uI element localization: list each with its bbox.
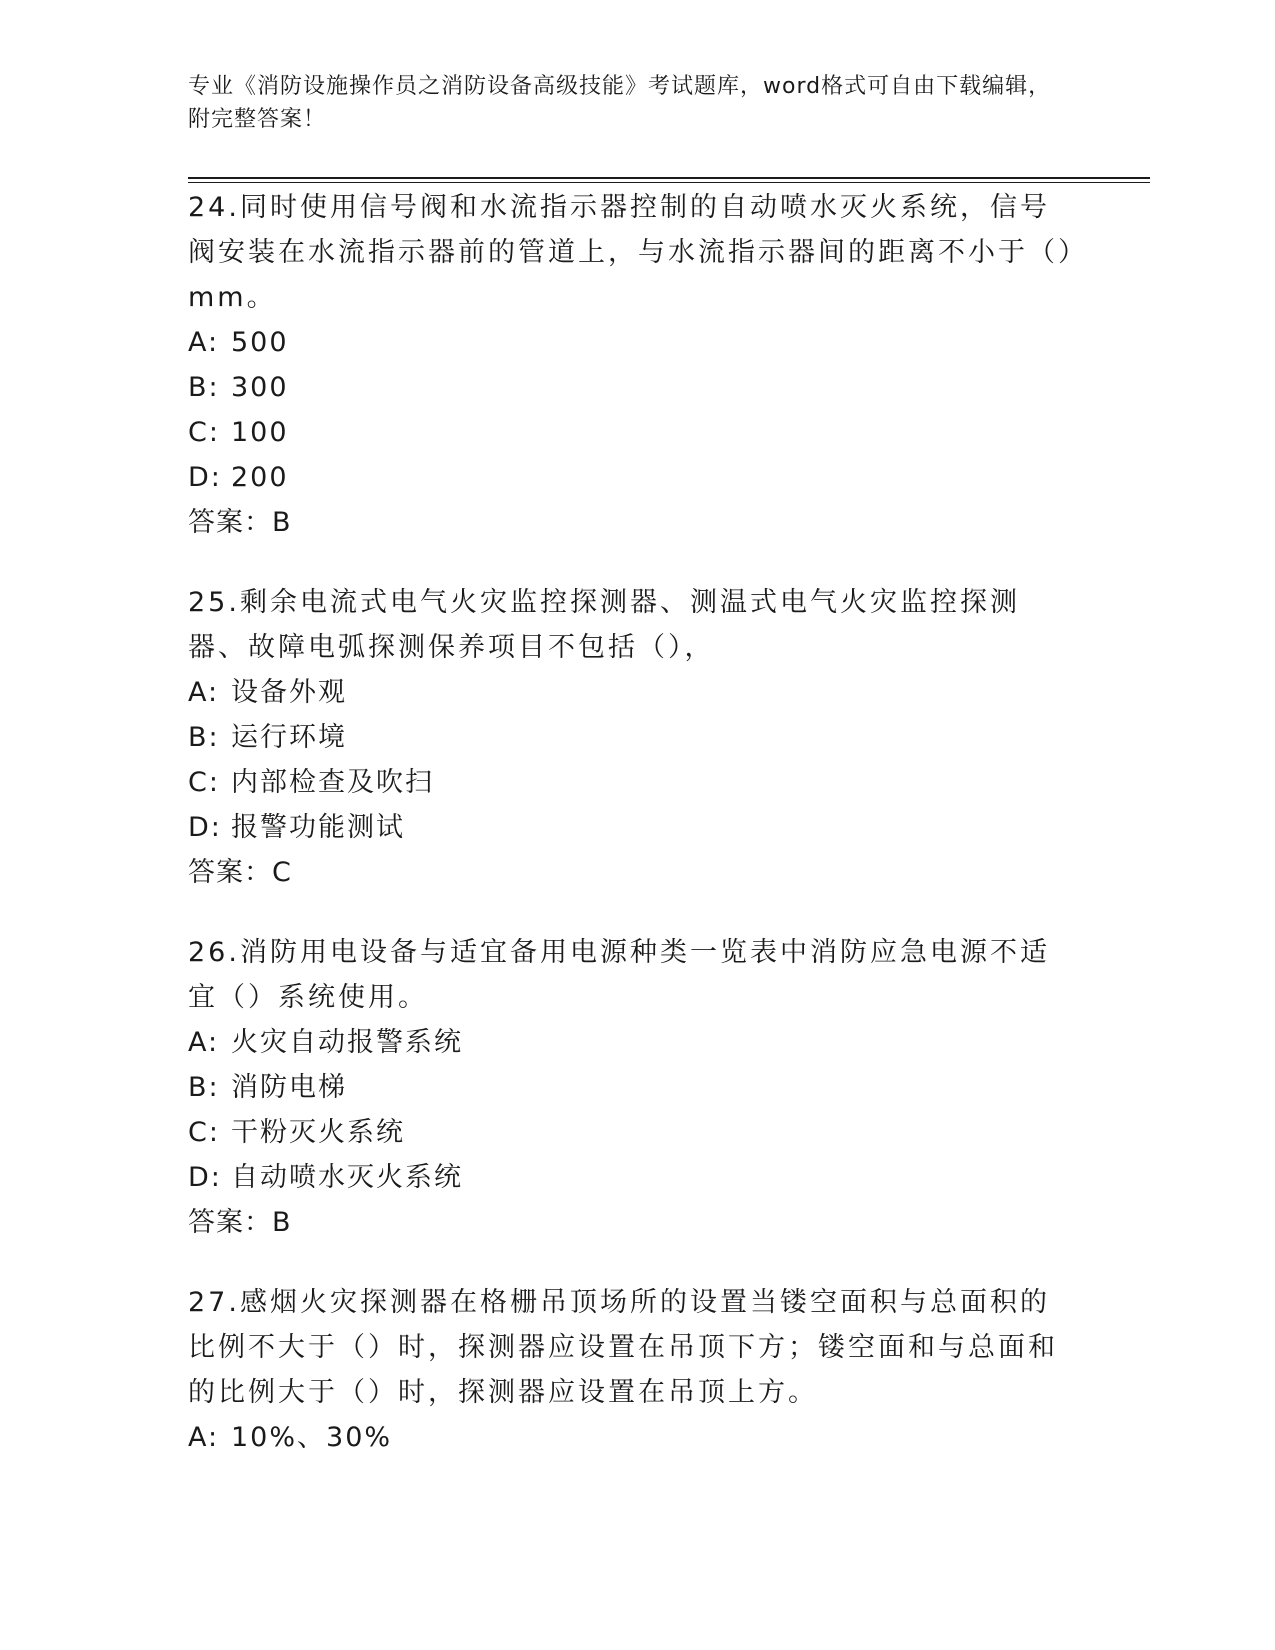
option-b bbox=[188, 365, 1088, 410]
option-text: 自动喷水灭火系统 bbox=[231, 1162, 463, 1193]
option-text: 300 bbox=[231, 372, 289, 403]
option-d bbox=[188, 455, 1088, 500]
option-letter: B: bbox=[188, 722, 220, 753]
option-text: 500 bbox=[231, 327, 289, 358]
option-letter: A: bbox=[188, 327, 220, 358]
option-a bbox=[188, 670, 1088, 715]
answer-line: 答案：C bbox=[188, 857, 292, 888]
option-text: 报警功能测试 bbox=[231, 812, 405, 843]
option-text: 200 bbox=[231, 462, 289, 493]
option-text: 干粉灭火系统 bbox=[231, 1117, 405, 1148]
option-text: 10%、30% bbox=[231, 1422, 393, 1453]
question-24 bbox=[188, 185, 1088, 545]
option-a bbox=[188, 320, 1088, 365]
option-b bbox=[188, 715, 1088, 760]
option-letter: B: bbox=[188, 372, 220, 403]
option-b bbox=[188, 1065, 1088, 1110]
option-letter: A: bbox=[188, 1422, 220, 1453]
option-letter: A: bbox=[188, 677, 220, 708]
option-a bbox=[188, 1415, 1088, 1460]
question-26 bbox=[188, 930, 1088, 1245]
question-stem: 25.剩余电流式电气火灾监控探测器、测温式电气火灾监控探测器、故障电弧探测保养项目不包括（）， bbox=[188, 587, 1020, 663]
question-stem: 24.同时使用信号阀和水流指示器控制的自动喷水灭火系统，信号阀安装在水流指示器前的管道上，与水流指示器间的距离不小于（）mm。 bbox=[188, 192, 1075, 313]
option-text: 100 bbox=[231, 417, 289, 448]
question-27 bbox=[188, 1280, 1088, 1460]
header-divider-thick bbox=[188, 177, 1150, 179]
question-stem: 26.消防用电设备与适宜备用电源种类一览表中消防应急电源不适宜（）系统使用。 bbox=[188, 937, 1050, 1013]
option-letter: D: bbox=[188, 812, 222, 843]
question-list bbox=[188, 185, 1088, 1495]
document-header: 专业《消防设施操作员之消防设备高级技能》考试题库，word格式可自由下载编辑，附完整答案！ bbox=[188, 74, 1052, 132]
option-a bbox=[188, 1020, 1088, 1065]
answer-line: 答案：B bbox=[188, 507, 292, 538]
option-letter: B: bbox=[188, 1072, 220, 1103]
header-divider-thin bbox=[188, 182, 1150, 183]
option-letter: C: bbox=[188, 1117, 220, 1148]
option-d bbox=[188, 1155, 1088, 1200]
question-stem: 27.感烟火灾探测器在格栅吊顶场所的设置当镂空面积与总面积的比例不大于（）时，探测器应设置在吊顶下方；镂空面和与总面和的比例大于（）时，探测器应设置在吊顶上方。 bbox=[188, 1287, 1058, 1408]
option-c bbox=[188, 410, 1088, 455]
option-text: 运行环境 bbox=[231, 722, 347, 753]
option-c bbox=[188, 760, 1088, 805]
option-letter: D: bbox=[188, 462, 222, 493]
option-letter: C: bbox=[188, 417, 220, 448]
option-text: 火灾自动报警系统 bbox=[231, 1027, 463, 1058]
option-text: 内部检查及吹扫 bbox=[231, 767, 434, 798]
option-letter: A: bbox=[188, 1027, 220, 1058]
question-25 bbox=[188, 580, 1088, 895]
option-letter: D: bbox=[188, 1162, 222, 1193]
option-text: 设备外观 bbox=[231, 677, 347, 708]
option-c bbox=[188, 1110, 1088, 1155]
option-letter: C: bbox=[188, 767, 220, 798]
answer-line: 答案：B bbox=[188, 1207, 292, 1238]
option-d bbox=[188, 805, 1088, 850]
option-text: 消防电梯 bbox=[231, 1072, 347, 1103]
